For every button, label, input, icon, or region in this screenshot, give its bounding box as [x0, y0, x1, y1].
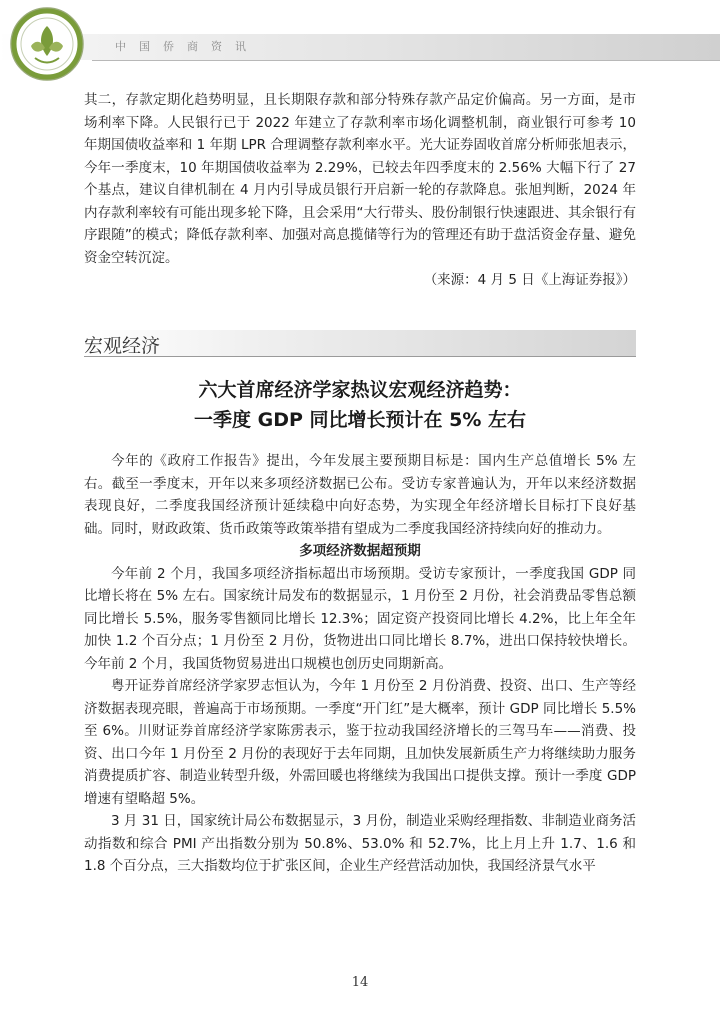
article-paragraph: 今年前 2 个月，我国多项经济指标超出市场预期。受访专家预计，一季度我国 GDP 同比增长将在 5% 左右。国家统计局发布的数据显示，1 月份至 2 月份，社会消费品零售总额同比增长 5.5%，服务零售额同比增长 12.3%；固定资产投资同比增长 4.2%，比上年全年加快 1.2 个百分点；1 月份至 2 月份，货物进出口同比增长 8.7%，进出口保持较快增长。今年前 2 个月，我国货物贸易进出口规模也创历史同期新高。 [84, 565, 636, 672]
article-body [84, 450, 636, 878]
article-paragraph: 粤开证券首席经济学家罗志恒认为，今年 1 月份至 2 月份消费、投资、出口、生产等经济数据表现亮眼，普遍高于市场预期。一季度“开门红”是大概率，预计 GDP 同比增长 5.5% 至 6%。川财证券首席经济学家陈雳表示，鉴于拉动我国经济增长的三驾马车——消费、投资、出口今年 1 月份至 2 月份的表现好于去年同期，且加快发展新质生产力将继续助力服务消费提质扩容、制造业转型升级，外需回暖也将继续为我国出口提供支撑。预计一季度 GDP 增速有望略超 5%。 [84, 678, 636, 807]
article-subheading: 多项经济数据超预期 [299, 543, 421, 559]
article-title-line1: 六大首席经济学家热议宏观经济趋势： [198, 379, 522, 401]
article-title-line2: 一季度 GDP 同比增长预计在 5% 左右 [193, 409, 526, 431]
page-number: 14 [351, 975, 369, 990]
article-paragraph: 3 月 31 日，国家统计局公布数据显示，3 月份，制造业采购经理指数、非制造业商务活动指数和综合 PMI 产出指数分别为 50.8%、53.0% 和 52.7%，比上月上升 1.7、1.6 和 1.8 个百分点，三大指数均位于扩张区间，企业生产经营活动加快，我国经济景气水平 [84, 813, 636, 874]
top-section [84, 89, 636, 292]
header-band [0, 34, 720, 60]
section-title: 宏观经济 [84, 335, 161, 357]
continuation-paragraph: 其二，存款定期化趋势明显，且长期限存款和部分特殊存款产品定价偏高。另一方面，是市场利率下降。人民银行已于 2022 年建立了存款利率市场化调整机制，商业银行可参考 10 年期国债收益率和 1 年期 LPR 合理调整存款利率水平。光大证券固收首席分析师张旭表示，今年一季度末，10 年期国债收益率为 2.29%，已较去年四季度末的 2.56% 大幅下行了 27 个基点，建议自律机制在 4 月内引导成员银行开启新一轮的存款降息。张旭判断，2024 年内存款利率较有可能出现多轮下降，且会采用“大行带头、股份制银行快速跟进、其余银行有序跟随”的模式；降低存款利率、加强对高息揽储等行为的管理还有助于盘活资金存量、避免资金空转沉淀。 [84, 92, 636, 266]
section-header-bar [84, 330, 636, 357]
article-title [84, 375, 636, 435]
organization-logo-icon [9, 6, 85, 82]
header-title: 中国侨商资讯 [115, 40, 259, 53]
header-divider [92, 60, 720, 61]
source-citation: （来源：4 月 5 日《上海证券报》） [423, 272, 636, 288]
article-intro: 今年的《政府工作报告》提出，今年发展主要预期目标是：国内生产总值增长 5% 左右。截至一季度末，开年以来多项经济数据已公布。受访专家普遍认为，开年以来经济数据表现良好，二季度我国经济预计延续稳中向好态势，为实现全年经济增长目标打下良好基础。同时，财政政策、货币政策等政策举措有望成为二季度我国经济持续向好的推动力。 [84, 453, 636, 537]
